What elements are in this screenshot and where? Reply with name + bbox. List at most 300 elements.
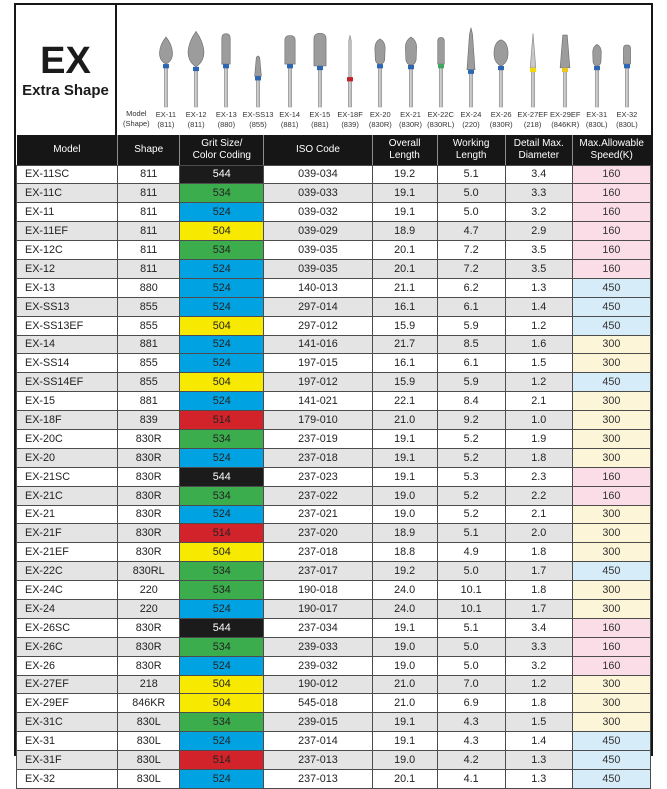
cell-detail-diameter: 1.8 — [505, 581, 572, 600]
cell-detail-diameter: 1.4 — [505, 297, 572, 316]
bur-illustration — [212, 20, 240, 129]
bur-illustration — [517, 20, 547, 129]
bur-icon — [457, 20, 485, 110]
table-row — [17, 429, 651, 448]
bur-shape-label: (218) — [523, 119, 542, 129]
cell-max-speed: 300 — [572, 411, 650, 430]
bur-model-label: EX-31 — [586, 110, 608, 120]
cell-grit: 514 — [180, 524, 264, 543]
cell-shape: 811 — [118, 184, 180, 203]
cell-grit: 524 — [180, 599, 264, 618]
cell-working-length: 8.5 — [437, 335, 505, 354]
cell-grit: 504 — [180, 222, 264, 241]
cell-max-speed: 300 — [572, 675, 650, 694]
cell-grit: 504 — [180, 543, 264, 562]
cell-max-speed: 160 — [572, 637, 650, 656]
cell-overall-length: 21.0 — [372, 694, 437, 713]
bur-icon — [212, 20, 240, 110]
cell-detail-diameter: 1.0 — [505, 411, 572, 430]
cell-iso: 239-033 — [264, 637, 372, 656]
cell-overall-length: 19.0 — [372, 637, 437, 656]
cell-overall-length: 19.1 — [372, 713, 437, 732]
cell-working-length: 5.2 — [437, 448, 505, 467]
table-row — [17, 448, 651, 467]
cell-iso: 237-013 — [264, 770, 372, 789]
spec-table — [16, 135, 651, 789]
column-header: Shape — [118, 135, 180, 165]
cell-grit: 534 — [180, 562, 264, 581]
bur-icon — [583, 20, 611, 110]
cell-model: EX-29EF — [17, 694, 118, 713]
cell-grit: 534 — [180, 486, 264, 505]
cell-working-length: 4.1 — [437, 770, 505, 789]
bur-model-label: EX-11 — [155, 110, 177, 120]
cell-grit: 534 — [180, 581, 264, 600]
cell-grit: 544 — [180, 618, 264, 637]
cell-overall-length: 21.0 — [372, 675, 437, 694]
cell-iso: 179-010 — [264, 411, 372, 430]
cell-model: EX-21C — [17, 486, 118, 505]
table-row — [17, 241, 651, 260]
table-row — [17, 637, 651, 656]
cell-grit: 544 — [180, 467, 264, 486]
cell-iso: 141-016 — [264, 335, 372, 354]
cell-shape: 839 — [118, 411, 180, 430]
cell-shape: 855 — [118, 354, 180, 373]
cell-shape: 881 — [118, 392, 180, 411]
cell-max-speed: 160 — [572, 203, 650, 222]
cell-max-speed: 300 — [572, 354, 650, 373]
cell-model: EX-12 — [17, 259, 118, 278]
cell-detail-diameter: 1.6 — [505, 335, 572, 354]
cell-detail-diameter: 2.1 — [505, 505, 572, 524]
cell-max-speed: 300 — [572, 429, 650, 448]
bur-illustration — [550, 20, 580, 129]
cell-shape: 855 — [118, 297, 180, 316]
cell-grit: 524 — [180, 656, 264, 675]
cell-detail-diameter: 2.0 — [505, 524, 572, 543]
cell-model: EX-11SC — [17, 165, 118, 184]
cell-shape: 830R — [118, 543, 180, 562]
cell-detail-diameter: 2.9 — [505, 222, 572, 241]
table-row — [17, 278, 651, 297]
cell-overall-length: 19.1 — [372, 184, 437, 203]
column-header: Detail Max. Diameter — [505, 135, 572, 165]
cell-working-length: 9.2 — [437, 411, 505, 430]
cell-model: EX-26 — [17, 656, 118, 675]
cell-working-length: 5.2 — [437, 505, 505, 524]
table-row — [17, 486, 651, 505]
cell-max-speed: 300 — [572, 581, 650, 600]
table-row — [17, 713, 651, 732]
cell-grit: 524 — [180, 203, 264, 222]
cell-overall-length: 19.1 — [372, 467, 437, 486]
bur-model-label: EX-29EF — [550, 110, 581, 120]
cell-working-length: 5.3 — [437, 467, 505, 486]
bur-icon — [336, 20, 364, 110]
table-row — [17, 335, 651, 354]
cell-overall-length: 19.0 — [372, 751, 437, 770]
cell-iso: 190-012 — [264, 675, 372, 694]
cell-max-speed: 300 — [572, 543, 650, 562]
cell-overall-length: 19.0 — [372, 486, 437, 505]
cell-working-length: 6.1 — [437, 354, 505, 373]
cell-max-speed: 160 — [572, 467, 650, 486]
cell-working-length: 5.2 — [437, 429, 505, 448]
cell-overall-length: 21.7 — [372, 335, 437, 354]
table-row — [17, 770, 651, 789]
cell-shape: 218 — [118, 675, 180, 694]
cell-grit: 534 — [180, 241, 264, 260]
cell-model: EX-11 — [17, 203, 118, 222]
table-row — [17, 524, 651, 543]
cell-iso: 039-035 — [264, 241, 372, 260]
cell-shape: 830R — [118, 467, 180, 486]
cell-iso: 237-023 — [264, 467, 372, 486]
cell-model: EX-12C — [17, 241, 118, 260]
cell-model: EX-21EF — [17, 543, 118, 562]
cell-model: EX-26SC — [17, 618, 118, 637]
cell-iso: 237-014 — [264, 732, 372, 751]
bur-model-label: EX-24 — [460, 110, 482, 120]
bur-shape-label: (880) — [217, 119, 236, 129]
cell-model: EX-SS14 — [17, 354, 118, 373]
bur-model-label: EX-SS13 — [242, 110, 274, 120]
bur-illustration — [583, 20, 611, 129]
cell-detail-diameter: 3.5 — [505, 259, 572, 278]
bur-model-label: EX-32 — [616, 110, 638, 120]
cell-overall-length: 19.2 — [372, 165, 437, 184]
cell-overall-length: 24.0 — [372, 599, 437, 618]
cell-model: EX-24C — [17, 581, 118, 600]
cell-max-speed: 450 — [572, 297, 650, 316]
cell-overall-length: 22.1 — [372, 392, 437, 411]
cell-max-speed: 160 — [572, 486, 650, 505]
cell-detail-diameter: 3.2 — [505, 203, 572, 222]
cell-model: EX-SS14EF — [17, 373, 118, 392]
cell-detail-diameter: 1.3 — [505, 751, 572, 770]
bur-model-label: EX-21 — [400, 110, 421, 120]
cell-max-speed: 160 — [572, 165, 650, 184]
cell-working-length: 6.1 — [437, 297, 505, 316]
cell-grit: 504 — [180, 694, 264, 713]
cell-working-length: 5.0 — [437, 184, 505, 203]
spec-table-body — [17, 165, 651, 788]
bur-icon — [551, 20, 579, 110]
cell-working-length: 5.1 — [437, 165, 505, 184]
cell-overall-length: 19.1 — [372, 203, 437, 222]
column-header: Overall Length — [372, 135, 437, 165]
bur-icon — [152, 20, 180, 110]
bur-icon — [427, 20, 455, 110]
cell-overall-length: 15.9 — [372, 316, 437, 335]
cell-grit: 534 — [180, 713, 264, 732]
cell-max-speed: 160 — [572, 184, 650, 203]
cell-detail-diameter: 1.7 — [505, 562, 572, 581]
bur-shape-label: (881) — [311, 119, 329, 129]
cell-max-speed: 300 — [572, 392, 650, 411]
cell-detail-diameter: 3.4 — [505, 165, 572, 184]
series-subtitle: Extra Shape — [22, 81, 109, 99]
bur-shape-label: (881) — [280, 119, 299, 129]
bur-model-label: EX-18F — [337, 110, 363, 120]
cell-detail-diameter: 1.7 — [505, 599, 572, 618]
bur-illustration — [613, 20, 641, 129]
table-row — [17, 505, 651, 524]
cell-working-length: 5.1 — [437, 524, 505, 543]
bur-shape-label: (830L) — [616, 119, 638, 129]
spec-table-head — [17, 135, 651, 165]
cell-detail-diameter: 3.2 — [505, 656, 572, 675]
table-row — [17, 354, 651, 373]
cell-shape: 846KR — [118, 694, 180, 713]
cell-grit: 524 — [180, 259, 264, 278]
cell-grit: 534 — [180, 637, 264, 656]
table-row — [17, 618, 651, 637]
cell-working-length: 4.3 — [437, 732, 505, 751]
bur-icon — [487, 20, 515, 110]
cell-detail-diameter: 1.8 — [505, 448, 572, 467]
cell-grit: 544 — [180, 165, 264, 184]
cell-shape: 811 — [118, 165, 180, 184]
cell-shape: 811 — [118, 203, 180, 222]
table-row — [17, 222, 651, 241]
table-row — [17, 656, 651, 675]
cell-detail-diameter: 1.4 — [505, 732, 572, 751]
cell-overall-length: 16.1 — [372, 354, 437, 373]
bur-shape-label: (830R) — [399, 119, 422, 129]
cell-iso: 237-034 — [264, 618, 372, 637]
cell-max-speed: 300 — [572, 524, 650, 543]
table-row — [17, 392, 651, 411]
cell-model: EX-31C — [17, 713, 118, 732]
cell-working-length: 5.2 — [437, 486, 505, 505]
bur-icon — [306, 20, 334, 110]
table-row — [17, 732, 651, 751]
cell-iso: 197-015 — [264, 354, 372, 373]
cell-detail-diameter: 1.5 — [505, 713, 572, 732]
cell-working-length: 4.2 — [437, 751, 505, 770]
cell-overall-length: 19.1 — [372, 448, 437, 467]
cell-detail-diameter: 1.5 — [505, 354, 572, 373]
table-row — [17, 165, 651, 184]
bur-illustration — [366, 20, 394, 129]
cell-iso: 197-012 — [264, 373, 372, 392]
cell-overall-length: 19.1 — [372, 429, 437, 448]
bur-icon — [182, 20, 210, 110]
gallery-axis-line1: Model — [126, 109, 147, 119]
cell-overall-length: 19.0 — [372, 656, 437, 675]
bur-illustration — [152, 20, 180, 129]
cell-grit: 524 — [180, 732, 264, 751]
cell-iso: 140-013 — [264, 278, 372, 297]
bur-illustration — [397, 20, 425, 129]
cell-shape: 830R — [118, 618, 180, 637]
cell-max-speed: 450 — [572, 751, 650, 770]
cell-grit: 524 — [180, 297, 264, 316]
table-row — [17, 467, 651, 486]
bur-model-label: EX-27EF — [517, 110, 548, 120]
cell-model: EX-22C — [17, 562, 118, 581]
cell-iso: 297-014 — [264, 297, 372, 316]
cell-max-speed: 450 — [572, 732, 650, 751]
cell-detail-diameter: 3.3 — [505, 184, 572, 203]
bur-model-label: EX-13 — [215, 110, 237, 120]
cell-overall-length: 18.9 — [372, 524, 437, 543]
cell-shape: 880 — [118, 278, 180, 297]
cell-shape: 881 — [118, 335, 180, 354]
cell-overall-length: 16.1 — [372, 297, 437, 316]
cell-model: EX-15 — [17, 392, 118, 411]
cell-max-speed: 450 — [572, 278, 650, 297]
cell-max-speed: 300 — [572, 713, 650, 732]
cell-working-length: 10.1 — [437, 581, 505, 600]
cell-iso: 039-029 — [264, 222, 372, 241]
cell-working-length: 5.0 — [437, 637, 505, 656]
cell-shape: 830R — [118, 486, 180, 505]
cell-detail-diameter: 1.8 — [505, 543, 572, 562]
cell-overall-length: 19.1 — [372, 732, 437, 751]
series-panel — [16, 5, 117, 135]
bur-model-label: EX-20 — [369, 110, 391, 120]
cell-overall-length: 20.1 — [372, 259, 437, 278]
bur-icon — [519, 20, 547, 110]
bur-illustration — [336, 20, 364, 129]
cell-max-speed: 300 — [572, 694, 650, 713]
bur-shape-label: (830L) — [585, 119, 608, 129]
cell-shape: 830R — [118, 524, 180, 543]
cell-working-length: 6.2 — [437, 278, 505, 297]
cell-overall-length: 19.1 — [372, 618, 437, 637]
cell-shape: 811 — [118, 259, 180, 278]
cell-working-length: 5.9 — [437, 316, 505, 335]
cell-max-speed: 450 — [572, 373, 650, 392]
cell-shape: 830L — [118, 770, 180, 789]
bur-illustration — [457, 20, 485, 129]
cell-max-speed: 160 — [572, 656, 650, 675]
bur-icon — [244, 20, 272, 110]
cell-working-length: 7.2 — [437, 241, 505, 260]
bur-shape-label: (855) — [249, 119, 267, 129]
cell-max-speed: 160 — [572, 222, 650, 241]
cell-detail-diameter: 2.1 — [505, 392, 572, 411]
cell-detail-diameter: 1.2 — [505, 373, 572, 392]
table-row — [17, 581, 651, 600]
column-header: Grit Size/ Color Coding — [180, 135, 264, 165]
table-row — [17, 259, 651, 278]
table-row — [17, 184, 651, 203]
cell-model: EX-13 — [17, 278, 118, 297]
bur-shape-label: (811) — [157, 119, 175, 129]
cell-detail-diameter: 3.3 — [505, 637, 572, 656]
cell-shape: 220 — [118, 581, 180, 600]
cell-iso: 239-015 — [264, 713, 372, 732]
cell-grit: 524 — [180, 278, 264, 297]
cell-detail-diameter: 2.2 — [505, 486, 572, 505]
cell-overall-length: 19.2 — [372, 562, 437, 581]
cell-grit: 504 — [180, 675, 264, 694]
cell-iso: 237-013 — [264, 751, 372, 770]
cell-iso: 237-018 — [264, 448, 372, 467]
cell-working-length: 5.0 — [437, 562, 505, 581]
table-row — [17, 562, 651, 581]
cell-iso: 190-018 — [264, 581, 372, 600]
cell-model: EX-20 — [17, 448, 118, 467]
cell-detail-diameter: 1.8 — [505, 694, 572, 713]
cell-working-length: 10.1 — [437, 599, 505, 618]
cell-detail-diameter: 3.4 — [505, 618, 572, 637]
cell-model: EX-11C — [17, 184, 118, 203]
cell-shape: 830R — [118, 448, 180, 467]
cell-model: EX-18F — [17, 411, 118, 430]
top-banner — [16, 5, 651, 135]
cell-model: EX-32 — [17, 770, 118, 789]
cell-overall-length: 18.9 — [372, 222, 437, 241]
bur-icon — [397, 20, 425, 110]
column-header: ISO Code — [264, 135, 372, 165]
cell-working-length: 4.3 — [437, 713, 505, 732]
bur-shape-label: (220) — [462, 119, 480, 129]
cell-shape: 830R — [118, 637, 180, 656]
table-row — [17, 316, 651, 335]
cell-model: EX-21F — [17, 524, 118, 543]
bur-shape-label: (846KR) — [551, 119, 580, 129]
cell-grit: 504 — [180, 316, 264, 335]
cell-shape: 830L — [118, 732, 180, 751]
cell-iso: 297-012 — [264, 316, 372, 335]
cell-shape: 855 — [118, 316, 180, 335]
cell-max-speed: 300 — [572, 599, 650, 618]
table-row — [17, 599, 651, 618]
table-row — [17, 751, 651, 770]
table-row — [17, 411, 651, 430]
cell-grit: 514 — [180, 411, 264, 430]
cell-detail-diameter: 1.3 — [505, 770, 572, 789]
cell-working-length: 7.2 — [437, 259, 505, 278]
cell-iso: 237-018 — [264, 543, 372, 562]
cell-detail-diameter: 1.2 — [505, 675, 572, 694]
cell-grit: 524 — [180, 392, 264, 411]
bur-shape-label: (839) — [341, 119, 359, 129]
cell-overall-length: 21.1 — [372, 278, 437, 297]
cell-working-length: 5.0 — [437, 656, 505, 675]
cell-shape: 830RL — [118, 562, 180, 581]
bur-icon — [366, 20, 394, 110]
cell-grit: 504 — [180, 373, 264, 392]
cell-iso: 190-017 — [264, 599, 372, 618]
cell-model: EX-27EF — [17, 675, 118, 694]
cell-overall-length: 18.8 — [372, 543, 437, 562]
bur-shape-label: (811) — [187, 119, 205, 129]
cell-grit: 534 — [180, 429, 264, 448]
cell-detail-diameter: 1.3 — [505, 278, 572, 297]
table-row — [17, 543, 651, 562]
cell-model: EX-SS13EF — [17, 316, 118, 335]
cell-model: EX-24 — [17, 599, 118, 618]
gallery-axis-label — [123, 109, 150, 129]
cell-overall-length: 15.9 — [372, 373, 437, 392]
cell-iso: 141-021 — [264, 392, 372, 411]
cell-max-speed: 450 — [572, 770, 650, 789]
bur-illustration — [427, 20, 455, 129]
cell-shape: 811 — [118, 241, 180, 260]
bur-shape-label: (830R) — [489, 119, 513, 129]
cell-detail-diameter: 2.3 — [505, 467, 572, 486]
cell-overall-length: 24.0 — [372, 581, 437, 600]
cell-shape: 220 — [118, 599, 180, 618]
cell-model: EX-21 — [17, 505, 118, 524]
cell-iso: 239-032 — [264, 656, 372, 675]
